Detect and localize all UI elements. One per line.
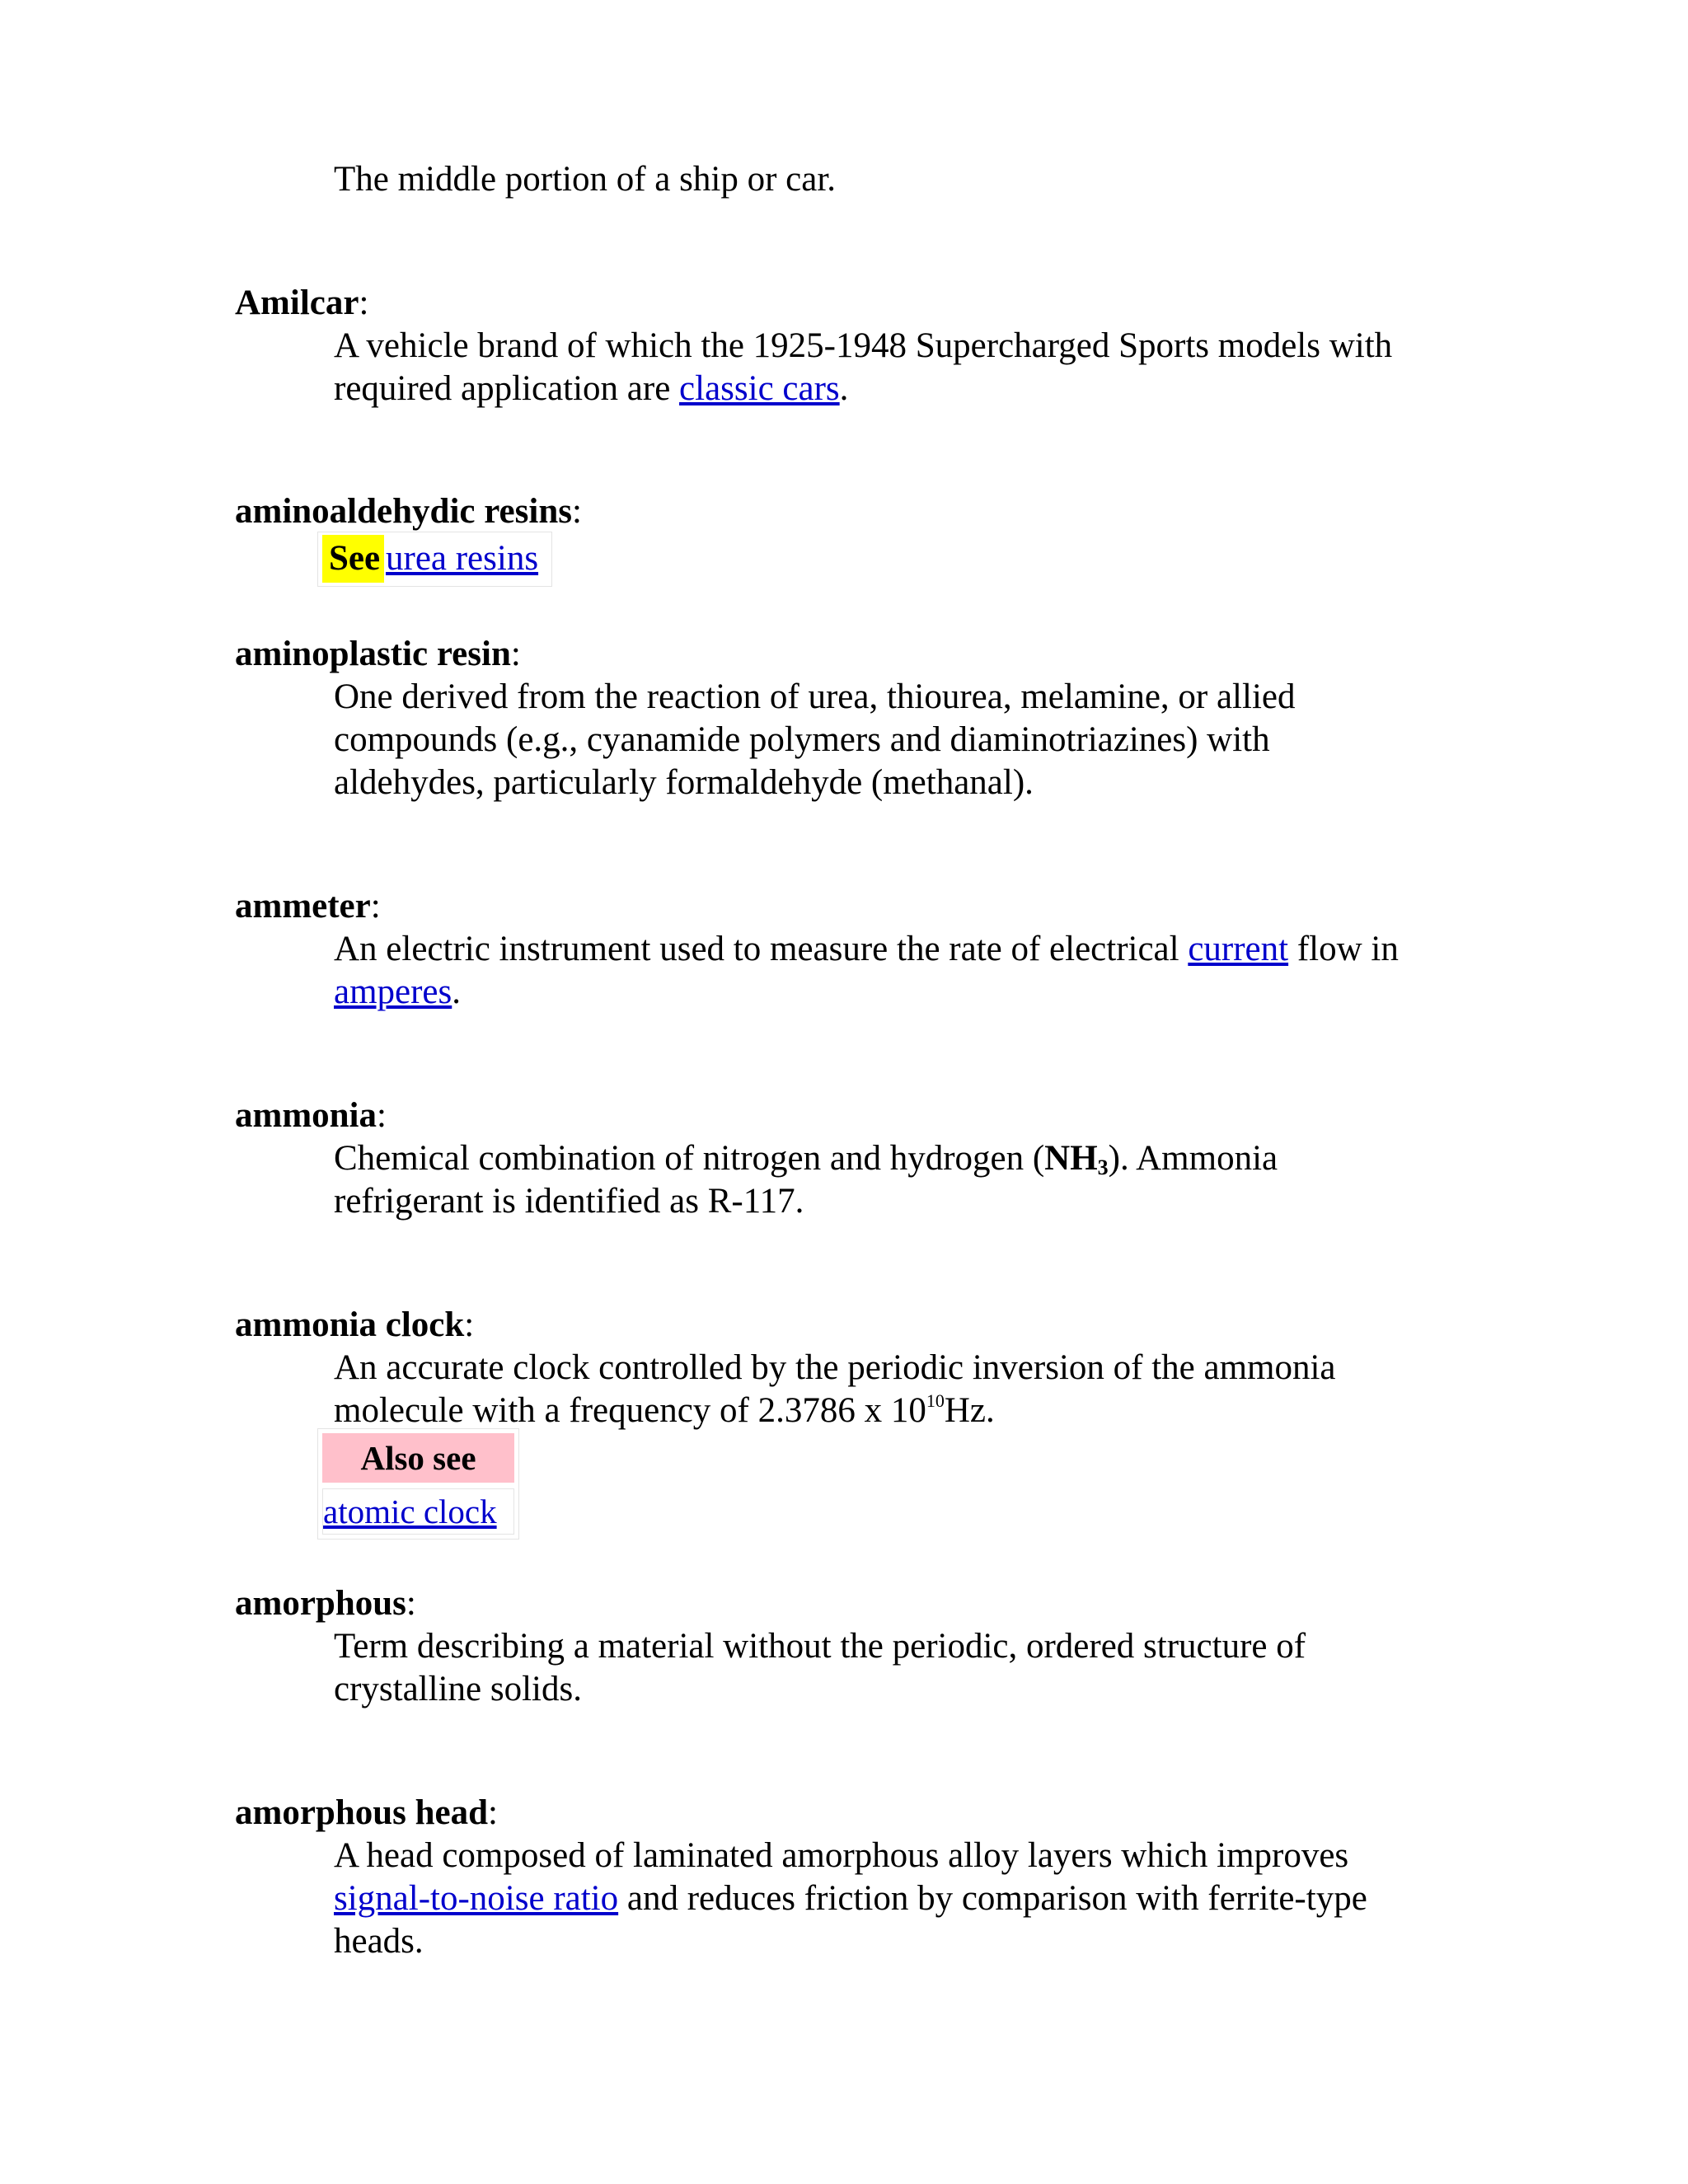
ammonia-definition: Chemical combination of nitrogen and hydrogen $(NH_3)$. Ammonia refrigerant is identified as R-117. <box>334 1139 1278 1221</box>
amilcar-definition: A vehicle brand of which the 1925-1948 Supercharged Sports models with required application are classic cars. <box>334 326 1393 408</box>
amidships-definition: The middle portion of a ship or car. <box>334 160 837 199</box>
term-ammonia-clock: ammonia clock: <box>235 1305 475 1344</box>
term-amorphous-head: amorphous head: <box>235 1793 498 1832</box>
link-urea-resins[interactable]: urea resins <box>386 539 539 578</box>
link-atomic-clock[interactable]: atomic clock <box>323 1493 497 1530</box>
term-amilcar: Amilcar: <box>235 284 369 322</box>
ammeter-definition: An electric instrument used to measure the rate of electrical current flow in amperes. <box>334 930 1399 1011</box>
also-see-table <box>317 1428 519 1540</box>
link-classic-cars[interactable]: classic cars <box>679 369 840 408</box>
see-reference-box <box>317 532 552 587</box>
term-aminoplastic-resin: aminoplastic resin: <box>235 635 521 673</box>
link-amperes[interactable]: amperes <box>334 972 452 1011</box>
also-see-header: Also see <box>322 1433 514 1483</box>
term-ammeter: ammeter: <box>235 887 381 926</box>
amorphous-definition: Term describing a material without the periodic, ordered structure of crystalline solids. <box>334 1627 1306 1708</box>
link-signal-to-noise-ratio[interactable]: signal-to-noise ratio <box>334 1879 619 1918</box>
aminoplastic-definition: One derived from the reaction of urea, thiourea, melamine, or allied compounds (e.g., cyanamide polymers and diaminotriazines) with aldehydes, particularly formaldehyde (methanal). <box>334 677 1296 802</box>
term-aminoaldehydic-resins: aminoaldehydic resins: <box>235 492 582 531</box>
term-ammonia: ammonia: <box>235 1096 387 1135</box>
ammonia-clock-definition: An accurate clock controlled by the periodic inversion of the ammonia molecule with a frequency of 2.3786 x $10^{10}Hz$. <box>334 1348 1336 1430</box>
amorphous-head-definition: A head composed of laminated amorphous alloy layers which improves signal-to-noise ratio and reduces friction by comparison with ferrite-type heads. <box>334 1836 1367 1961</box>
link-current[interactable]: current <box>1188 930 1289 968</box>
ammonia-formula: $NH_3$ <box>1044 1139 1109 1179</box>
see-label: See <box>322 535 384 583</box>
term-amorphous: amorphous: <box>235 1584 416 1623</box>
also-see-cell <box>322 1488 514 1535</box>
